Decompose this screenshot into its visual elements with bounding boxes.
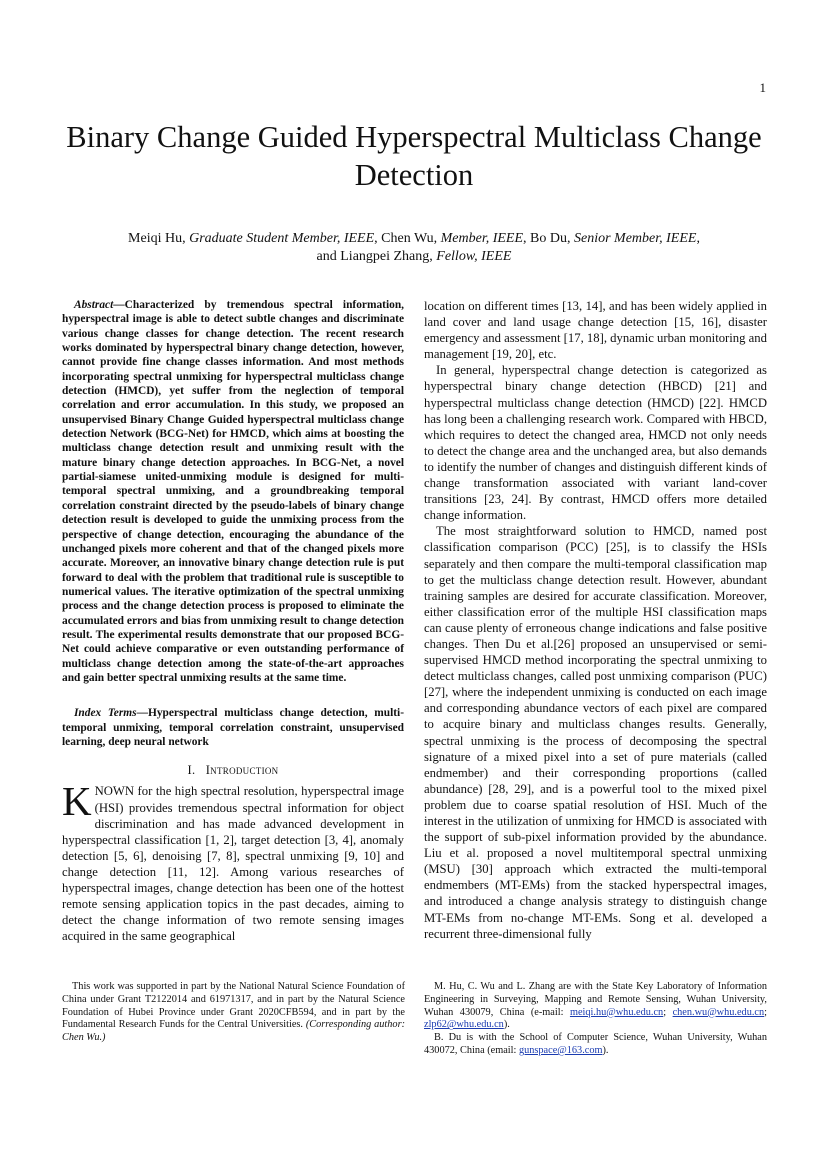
drop-cap: K [62, 778, 92, 825]
author-role: Graduate Student Member, IEEE [189, 231, 375, 246]
left-column [62, 298, 404, 944]
intro-paragraph: KNOWN for the high spectral resolution, hyperspectral image (HSI) provides tremendous spectral information for object discrimination and has made advanced development in hyperspectral classification [1, 2], target detection [3, 4], anomaly detection [5, 6], denoising [7, 8], spectral unmixing [9, 10] and change detection [11, 12]. Among various researches of hyperspectral images, change detection has been one of the hottest remote sensing application topics in the past decades, aiming to detect the change information of two remote sensing images acquired in the same geographical [62, 778, 404, 944]
intro-paragraph-continued: location on different times [13, 14], and has been widely applied in land cover and land usage change detection [15, 16], disaster emergency and assessment [17, 18], dynamic urban monitoring and management [19, 20], etc. [424, 299, 767, 362]
author-name: Bo Du [530, 231, 567, 246]
email-link[interactable]: gunspace@163.com [518, 1044, 603, 1056]
author-role: Senior Member, IEEE [574, 231, 697, 246]
abstract: Abstract—Characterized by tremendous spectral information, hyperspectral image is able to detect subtle changes and discriminate various change classes for change detection. The recent research works dominated by hyperspectral binary change detection, however, cannot provide fine change classes information. And most methods incorporating spectral unmixing for hyperspectral multiclass change detection (HMCD), yet suffer from the neglection of temporal correlation and error accumulation. In this study, we proposed an unsupervised Binary Change Guided hyperspectral multiclass change detection Network (BCG-Net) for HMCD, which aims at boosting the multiclass change detection result and unmixing result with the mature binary change detection approaches. In BCG-Net, a novel partial-siamese united-unmixing module is designed for multi-temporal spectral unmixing, and a groundbreaking temporal correlation constraint directed by the pseudo-labels of binary change detection result is developed to guide the unmixing process from the perspective of change detection, encouraging the abundance of the unchanged pixels more coherent and that of the changed pixels more accurate. Moreover, an innovative binary change detection rule is put forward to deal with the problem that traditional rule is susceptible to numerical values. The iterative optimization of the spectral unmixing process and the change detection process is proposed to eliminate the accumulated errors and bias from unmixing result to change detection result. The experimental results demonstrate that our proposed BCG-Net could achieve comparative or even outstanding performance of multiclass change detection among the state-of-the-art approaches and gain better spectral unmixing results at the same time. [62, 299, 404, 684]
author-list: Meiqi Hu, Graduate Student Member, IEEE, Chen Wu, Member, IEEE, Bo Du, Senior Member, IEEE, and Liangpei Zhang, Fellow, IEEE [128, 231, 700, 264]
right-column [424, 298, 767, 942]
section-heading [62, 762, 404, 778]
author-role: Member, IEEE [440, 231, 524, 246]
section-number: I. [187, 763, 196, 778]
author-name: Liangpei Zhang [340, 249, 430, 264]
intro-paragraph: In general, hyperspectral change detection is categorized as hyperspectral binary change detection (HBCD) [21] and hyperspectral multiclass change detection (HMCD) [22]. HMCD has long been a challenging research work. Compared with HBCD, which requires to detect the changed area, HMCD not only needs to detect the change area and the unchanged area, but also demands to identify the number of changes and distinguish different kinds of change transformation associated with variant land-cover transitions [23, 24]. By contrast, HMCD offers more detailed change information. [424, 363, 767, 523]
abstract-lead: Abstract [74, 299, 114, 311]
email-link[interactable]: zlp62@whu.edu.cn [424, 1019, 504, 1031]
funding-footnote: This work was supported in part by the National Natural Science Foundation of China under Grant T2122014 and 61971317, and in part by the Natural Science Foundation of Hubei Province under Grant 2020CFB594, and in part by the Fundamental Research Funds for the Central Universities. (Corresponding author: Chen Wu.) [62, 981, 406, 1044]
page-number: 1 [759, 80, 766, 95]
index-terms-text: Hyperspectral multiclass change detection, multi-temporal unmixing, temporal correlation constraint, unsupervised learning, deep neural network [62, 707, 404, 748]
paper-title: Binary Change Guided Hyperspectral Multiclass Change Detection [66, 120, 762, 192]
author-name: Chen Wu [381, 231, 434, 246]
index-terms-lead: Index Terms [74, 707, 137, 720]
email-link[interactable]: meiqi.hu@whu.edu.cn [569, 1006, 664, 1018]
section-title: Introduction [205, 763, 279, 778]
index-terms: Index Terms—Hyperspectral multiclass change detection, multi-temporal unmixing, temporal correlation constraint, unsupervised learning, deep neural network [62, 707, 404, 748]
affiliation-footnote: M. Hu, C. Wu and L. Zhang are with the State Key Laboratory of Information Engineering in Surveying, Mapping and Remote Sensing, Wuhan University, Wuhan 430079, China (e-mail: meiqi.hu@whu.edu.cn; chen.wu@whu.edu.cn; zlp62@whu.edu.cn). B. Du is with the School of Computer Science, Wuhan University, Wuhan 430072, China (email: gunspace@163.com). [424, 981, 768, 1056]
intro-paragraph: The most straightforward solution to HMCD, named post classification comparison (PCC) [25], is to classify the HSIs separately and then compare the multi-temporal classification map to get the multiclass change detection result. However, abundant training samples are desired for accurate classification. Moreover, either classification error of the multiple HSI classification maps can cause plenty of erroneous change indications and false positive changes. Then Du et al.[26] proposed an unsupervised or semi-supervised HMCD method incorporating the spectral unmixing to detect multiclass changes, called post unmixing comparison (PUC) [27], where the independent unmixing is conducted on each image and corresponding abundance vectors of each pixel are compared to acquire binary and multiclass changes results. Generally, spectral unmixing is the process of decomposing the spectral signature of a mixed pixel into a set of pure materials (called endmember) and their corresponding proportions (called abundance) [28, 29], and is a powerful tool to the mixed pixel problem due to coarse spatial resolution of HSI. Much of the interest in the utilization of unmixing for HMCD is associated with the support of sub-pixel information provided by the abundance. Liu et al. proposed a novel multitemporal spectral unmixing (MSU) [30] approach which extracted the multi-temporal endmembers (MT-EMs) from the stacked hyperspectral images, and introduced a change analysis strategy to distinguish change MT-EMs from no-change MT-EMs. Song et al. developed a recurrent three-dimensional fully [424, 524, 767, 941]
author-role: Fellow, IEEE [436, 249, 512, 264]
corresponding-author: (Corresponding author: Chen Wu.) [62, 1019, 406, 1044]
author-name: Meiqi Hu [128, 231, 183, 246]
abstract-text: Characterized by tremendous spectral information, hyperspectral image is able to detect subtle changes and discriminate various change classes for change detection. The recent research works dominated by hyperspectral binary change detection, however, cannot provide fine change classes information. And most methods incorporating spectral unmixing for hyperspectral multiclass change detection (HMCD), yet suffer from the neglection of temporal correlation and error accumulation. In this study, we proposed an unsupervised Binary Change Guided hyperspectral multiclass change detection Network (BCG-Net) for HMCD, which aims at boosting the multiclass change detection result and unmixing result with the mature binary change detection approaches. In BCG-Net, a novel partial-siamese united-unmixing module is designed for multi-temporal spectral unmixing, and a groundbreaking temporal correlation constraint directed by the pseudo-labels of binary change detection result is developed to guide the unmixing process from the perspective of change detection, encouraging the abundance of the unchanged pixels more coherent and that of the changed pixels more accurate. Moreover, an innovative binary change detection rule is put forward to deal with the problem that traditional rule is susceptible to numerical values. The iterative optimization of the spectral unmixing process and the change detection process is proposed to eliminate the accumulated errors and bias from unmixing result to change detection result. The experimental results demonstrate that our proposed BCG-Net could achieve comparative or even outstanding performance of multiclass change detection among the state-of-the-art approaches and gain better spectral unmixing results at the same time. [62, 299, 404, 684]
email-link[interactable]: chen.wu@whu.edu.cn [672, 1006, 765, 1018]
